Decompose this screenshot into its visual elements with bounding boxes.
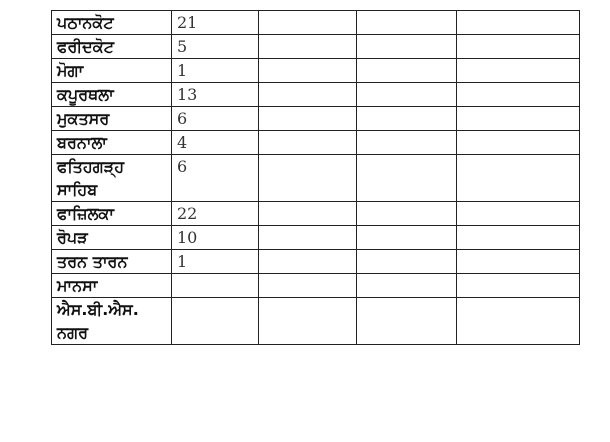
empty-cell: [457, 59, 580, 83]
empty-cell: [357, 107, 457, 131]
district-name-cell: [52, 226, 172, 250]
empty-cell: [259, 155, 357, 202]
district-name-cell: [52, 131, 172, 155]
empty-cell: [259, 59, 357, 83]
empty-cell: [457, 83, 580, 107]
empty-cell: [457, 107, 580, 131]
empty-cell: [357, 155, 457, 202]
table-row: [52, 83, 580, 107]
empty-cell: [357, 250, 457, 274]
empty-cell: [259, 83, 357, 107]
count-cell: 6: [172, 107, 259, 131]
empty-cell: [457, 11, 580, 35]
empty-cell: [357, 11, 457, 35]
count-cell: 10: [172, 226, 259, 250]
table-row: [52, 59, 580, 83]
district-name: ਫਤਿਹਗੜ੍ਹ ਸਾਹਿਬ: [57, 157, 125, 199]
count-cell: 1: [172, 250, 259, 274]
district-name: ਤਰਨ ਤਾਰਨ: [57, 252, 128, 271]
empty-cell: [457, 35, 580, 59]
district-name: ਰੋਪੜ: [57, 228, 88, 247]
count-cell: 21: [172, 11, 259, 35]
table-row: [52, 107, 580, 131]
empty-cell: [357, 83, 457, 107]
empty-cell: [259, 11, 357, 35]
empty-cell: [357, 298, 457, 345]
table-row: [52, 155, 580, 202]
table-row: [52, 35, 580, 59]
count-cell: 5: [172, 35, 259, 59]
district-name-cell: [52, 11, 172, 35]
count-cell: 13: [172, 83, 259, 107]
empty-cell: [457, 226, 580, 250]
district-table: [51, 10, 580, 345]
table-row: [52, 226, 580, 250]
district-name: ਫਰੀਦਕੋਟ: [57, 37, 114, 56]
empty-cell: [457, 250, 580, 274]
district-name-cell: [52, 155, 172, 202]
empty-cell: [259, 107, 357, 131]
district-name-cell: [52, 59, 172, 83]
empty-cell: [357, 202, 457, 226]
empty-cell: [259, 202, 357, 226]
empty-cell: [457, 155, 580, 202]
count-cell: 6: [172, 155, 259, 202]
district-name-cell: [52, 274, 172, 298]
count-cell: [172, 274, 259, 298]
empty-cell: [259, 250, 357, 274]
empty-cell: [357, 131, 457, 155]
district-name: ਫਾਜ਼ਿਲਕਾ: [57, 204, 114, 223]
count-cell: 1: [172, 59, 259, 83]
table-row: [52, 274, 580, 298]
district-name: ਮੋਗਾ: [57, 61, 84, 80]
district-name: ਕਪੂਰਥਲਾ: [57, 85, 114, 104]
count-cell: [172, 298, 259, 345]
empty-cell: [457, 274, 580, 298]
district-name: ਪਠਾਨਕੋਟ: [57, 13, 114, 32]
table-row: [52, 298, 580, 345]
empty-cell: [457, 202, 580, 226]
empty-cell: [357, 274, 457, 298]
empty-cell: [357, 35, 457, 59]
empty-cell: [357, 59, 457, 83]
empty-cell: [357, 226, 457, 250]
district-name-cell: [52, 298, 172, 345]
empty-cell: [259, 274, 357, 298]
table-row: [52, 11, 580, 35]
table-row: [52, 131, 580, 155]
table-row: [52, 250, 580, 274]
table-row: [52, 202, 580, 226]
count-cell: 22: [172, 202, 259, 226]
district-name-cell: [52, 202, 172, 226]
empty-cell: [259, 226, 357, 250]
district-name-cell: [52, 35, 172, 59]
district-name-cell: [52, 250, 172, 274]
empty-cell: [259, 298, 357, 345]
empty-cell: [259, 35, 357, 59]
empty-cell: [259, 131, 357, 155]
empty-cell: [457, 131, 580, 155]
district-name-cell: [52, 83, 172, 107]
district-name: ਮੁਕਤਸਰ: [57, 109, 110, 128]
empty-cell: [457, 298, 580, 345]
district-name: ਐਸ.ਬੀ.ਐਸ. ਨਗਰ: [57, 300, 139, 342]
district-name: ਬਰਨਾਲਾ: [57, 133, 107, 152]
count-cell: 4: [172, 131, 259, 155]
district-name: ਮਾਨਸਾ: [57, 276, 98, 295]
district-name-cell: [52, 107, 172, 131]
